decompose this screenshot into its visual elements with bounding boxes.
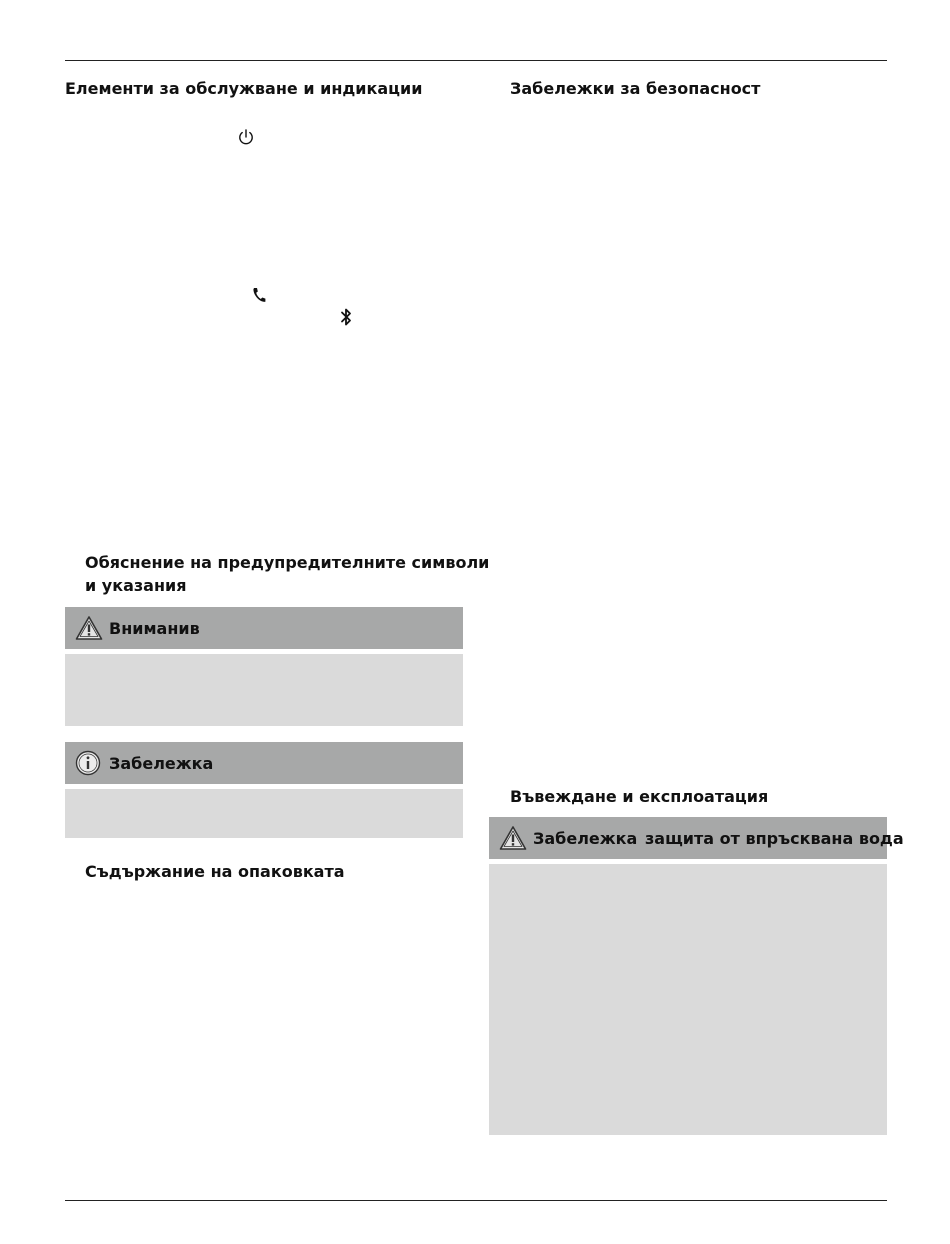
symbols-heading-line2: и указания <box>85 576 187 595</box>
warning-triangle-icon <box>499 825 527 851</box>
caution-panel <box>65 654 463 726</box>
water-note-label: Забележка <box>533 828 638 848</box>
water-note-text: защита от впръсквана вода <box>645 828 904 848</box>
note-label: Забележка <box>109 753 214 773</box>
power-icon <box>237 128 255 146</box>
top-rule <box>65 60 887 61</box>
caution-bar <box>65 607 463 649</box>
warning-triangle-icon <box>75 615 103 641</box>
bottom-rule <box>65 1200 887 1201</box>
water-note-panel <box>489 864 887 1135</box>
caution-label: Вниманив <box>109 618 200 638</box>
bluetooth-icon <box>339 307 353 327</box>
note-bar <box>65 742 463 784</box>
info-circle-icon <box>75 750 101 776</box>
startup-heading: Въвеждане и експлоатация <box>510 787 769 806</box>
water-note-bar <box>489 817 904 859</box>
controls-heading: Елементи за обслужване и индикации <box>65 79 423 98</box>
phone-icon <box>251 286 267 304</box>
safety-heading: Забележки за безопасност <box>510 79 761 98</box>
package-heading: Съдържание на опаковката <box>85 862 345 881</box>
note-panel <box>65 789 463 838</box>
symbols-heading-line1: Обяснение на предупредителните символи <box>85 553 490 572</box>
